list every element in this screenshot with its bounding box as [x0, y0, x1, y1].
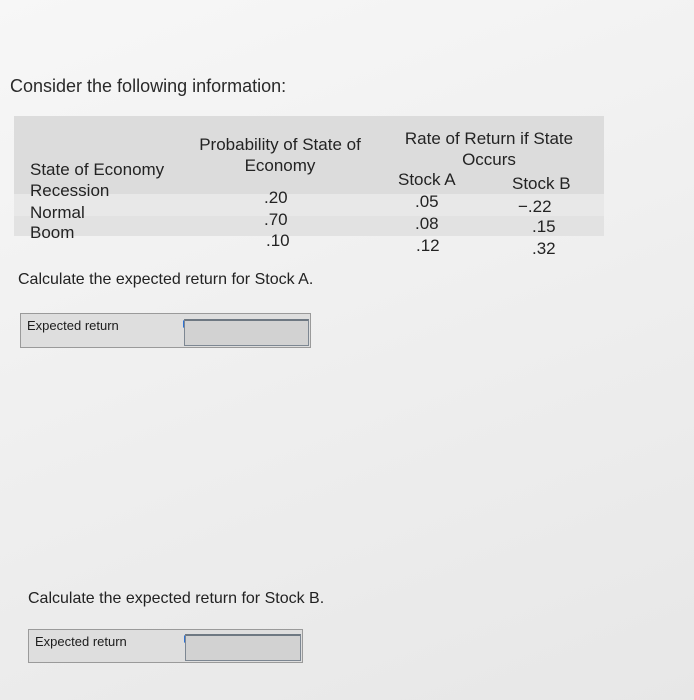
- table-row-stock-a: .05: [415, 192, 439, 211]
- table-row-stock-b: .15: [532, 217, 556, 236]
- question-stock-b: Calculate the expected return for Stock B.: [28, 590, 325, 607]
- table-row-state: Recession: [30, 181, 110, 200]
- table-row-stock-a: .08: [415, 214, 439, 233]
- expected-return-row-a: [20, 313, 311, 348]
- expected-return-row-b: [28, 629, 303, 663]
- table-row-background: [14, 216, 604, 236]
- expected-return-input-a[interactable]: [184, 319, 309, 346]
- header-rate-of-return: [388, 128, 590, 170]
- question-stock-a: Calculate the expected return for Stock A.: [18, 271, 314, 288]
- header-probability-line1: Probability of State of: [199, 135, 361, 154]
- table-row-stock-b: −.22: [518, 197, 552, 216]
- table-row-probability: .20: [264, 188, 288, 207]
- table-row-stock-a: .12: [416, 236, 440, 255]
- expected-return-label-b: Expected return: [35, 634, 127, 649]
- header-probability: [182, 134, 378, 176]
- expected-return-label-a: Expected return: [27, 318, 119, 333]
- intro-text: Consider the following information:: [10, 76, 287, 96]
- header-rate-line1: Rate of Return if State: [404, 129, 574, 148]
- table-row-state: Normal: [30, 203, 85, 222]
- expected-return-input-b[interactable]: [185, 634, 301, 661]
- header-rate-line2: Occurs: [462, 150, 516, 169]
- header-state-of-economy: State of Economy: [30, 160, 165, 179]
- table-row-probability: .70: [264, 210, 288, 229]
- header-probability-line2: Economy: [244, 156, 316, 175]
- header-stock-b: Stock B: [512, 174, 571, 193]
- table-row-state: Boom: [30, 223, 75, 242]
- header-stock-a: Stock A: [398, 170, 456, 189]
- table-row-stock-b: .32: [532, 239, 556, 258]
- table-row-probability: .10: [266, 231, 290, 250]
